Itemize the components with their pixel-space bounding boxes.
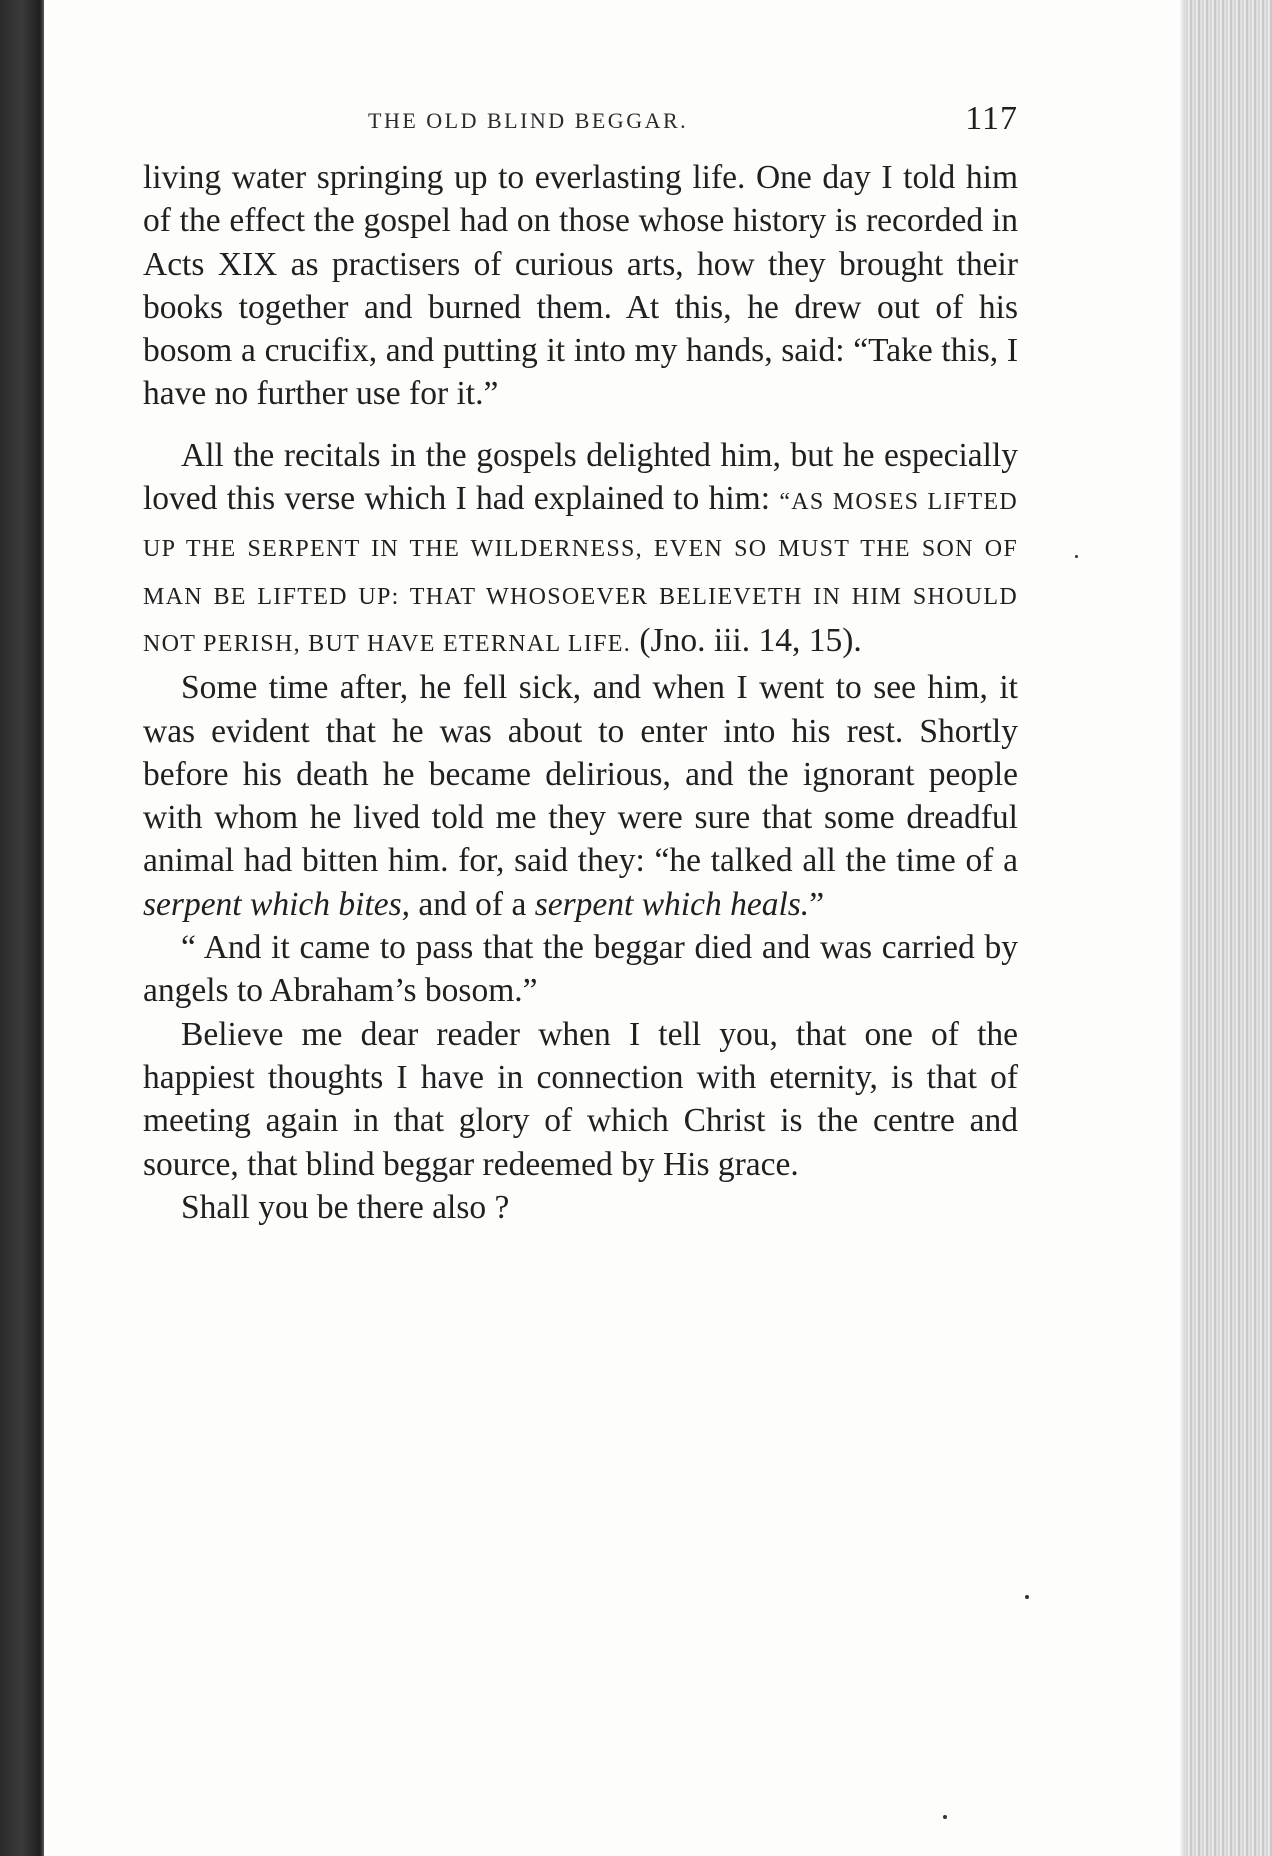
scripture-reference: (Jno. iii. 14, 15). <box>631 621 862 659</box>
paragraph-3-italic-2: serpent which heals. <box>534 885 810 923</box>
running-header <box>143 88 1018 148</box>
paragraph-3-italic-1: serpent which bites, <box>143 885 411 923</box>
scan-speck <box>1075 555 1078 558</box>
paragraph-3 <box>143 666 1018 926</box>
scripture-verse: “AS MOSES LIFTED UP THE SERPENT IN THE WILDERNESS, EVEN SO MUST THE SON OF MAN BE LIFTED UP: THAT WHOSOEVER BELIEVETH IN HIM SHOULD NOT PERISH, BUT HAVE ETERNAL LIFE. <box>143 489 1018 657</box>
scan-speck <box>1025 1595 1029 1599</box>
paragraph-3-text-b: and of a <box>410 885 535 923</box>
paragraph-5: Believe me dear reader when I tell you, that one of the happiest thoughts I have in connection with eternity, is that of meeting again in that glory of which Christ is the centre and source, that blind beggar redeemed by His grace. <box>143 1015 1018 1183</box>
paragraph-1: living water springing up to everlasting life. One day I told him of the effect the gospel had on those whose history is recorded in Acts XIX as practisers of curious arts, how they brought their books together and burned them. At this, he drew out of his bosom a crucifix, and putting it into my hands, said: “Take this, I have no further use for it.” <box>143 159 1018 413</box>
paragraph-4: “ And it came to pass that the beggar died and was carried by angels to Abraham’s bosom.” <box>143 929 1018 1010</box>
paragraph-2-intro: All the recitals in the gospels delighted him, but he especially loved this verse which I had explained to him: <box>143 436 1018 518</box>
body-text <box>143 156 1018 1229</box>
page-edge-stack <box>1185 0 1272 1856</box>
running-title: THE OLD BLIND BEGGAR. <box>368 108 689 133</box>
paragraph-3-text-c: ” <box>809 885 825 923</box>
paragraph-3-text-a: Some time after, he fell sick, and when I went to see him, it was evident that he was about to enter into his rest. Shortly before his death he became delirious, and the ignorant people with whom he lived told me they were sure that some dreadful animal had bitten him. for, said they: “he talked all the time of a <box>143 669 1018 880</box>
paragraph-2 <box>143 434 1018 666</box>
paragraph-6: Shall you be there also ? <box>181 1188 510 1226</box>
page-number: 117 <box>965 100 1018 137</box>
book-spine-shadow <box>0 0 44 1856</box>
scan-speck <box>943 1815 947 1819</box>
book-page <box>143 88 1018 1828</box>
